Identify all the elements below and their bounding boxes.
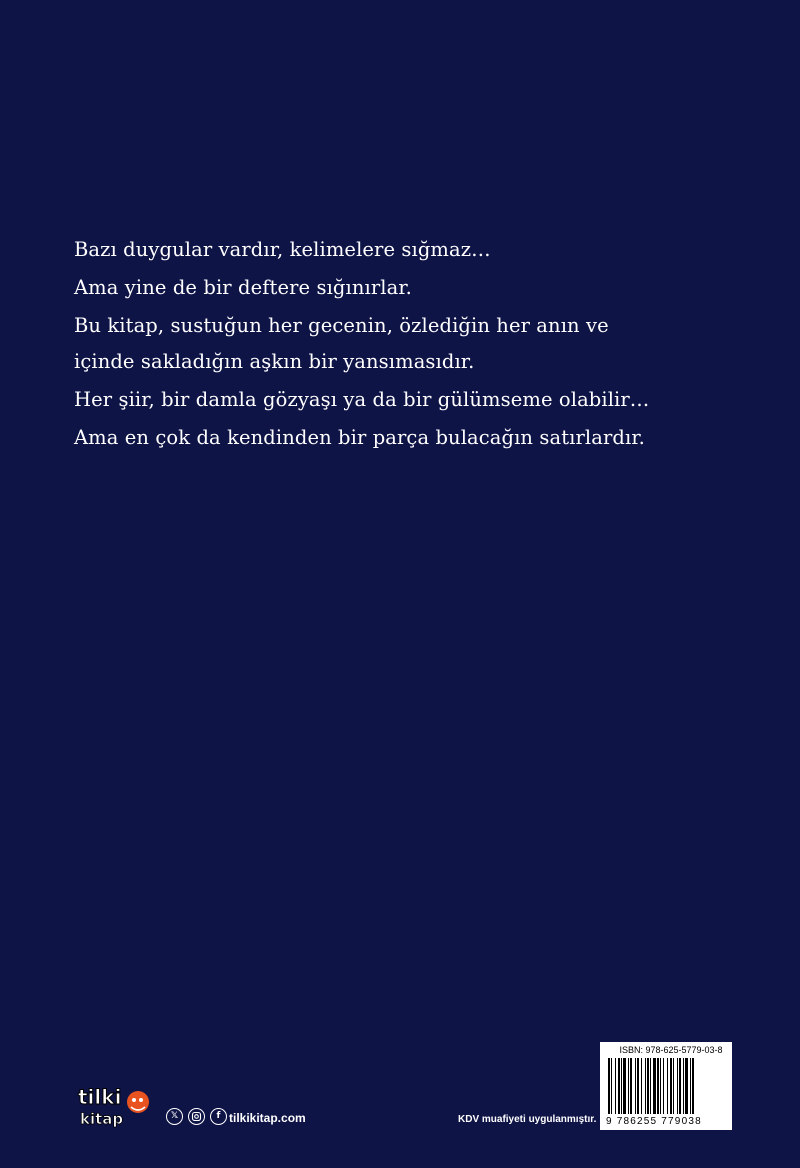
tax-exemption-note: KDV muafiyeti uygulanmıştır. — [458, 1114, 597, 1125]
blurb-line-3: Bu kitap, sustuğun her gecenin, özlediğin her anın ve içinde sakladığın aşkın bir yansımasıdır. — [74, 314, 609, 373]
instagram-icon[interactable] — [188, 1108, 205, 1125]
publisher-logo — [76, 1082, 154, 1132]
barcode-digits: 9 786255 779038 — [606, 1116, 702, 1127]
social-links — [166, 1108, 227, 1125]
blurb-line-2: Ama yine de bir deftere sığınırlar. — [74, 276, 412, 299]
isbn-label: ISBN: 978-625-5779-03-8 — [619, 1045, 723, 1055]
x-icon[interactable]: 𝕏 — [166, 1108, 183, 1125]
facebook-icon[interactable]: f — [210, 1108, 227, 1125]
logo-text-bottom: kitap — [80, 1110, 124, 1128]
isbn-barcode — [606, 1058, 728, 1116]
back-cover-blurb — [74, 232, 734, 458]
logo-text-top: tilki — [78, 1085, 122, 1109]
blurb-line-4: Her şiir, bir damla gözyaşı ya da bir gülümseme olabilir… — [74, 388, 650, 411]
blurb-line-1: Bazı duygular vardır, kelimelere sığmaz… — [74, 238, 491, 261]
publisher-website[interactable]: tilkikitap.com — [229, 1111, 306, 1125]
blurb-line-5: Ama en çok da kendinden bir parça bulacağın satırlardır. — [74, 426, 645, 449]
